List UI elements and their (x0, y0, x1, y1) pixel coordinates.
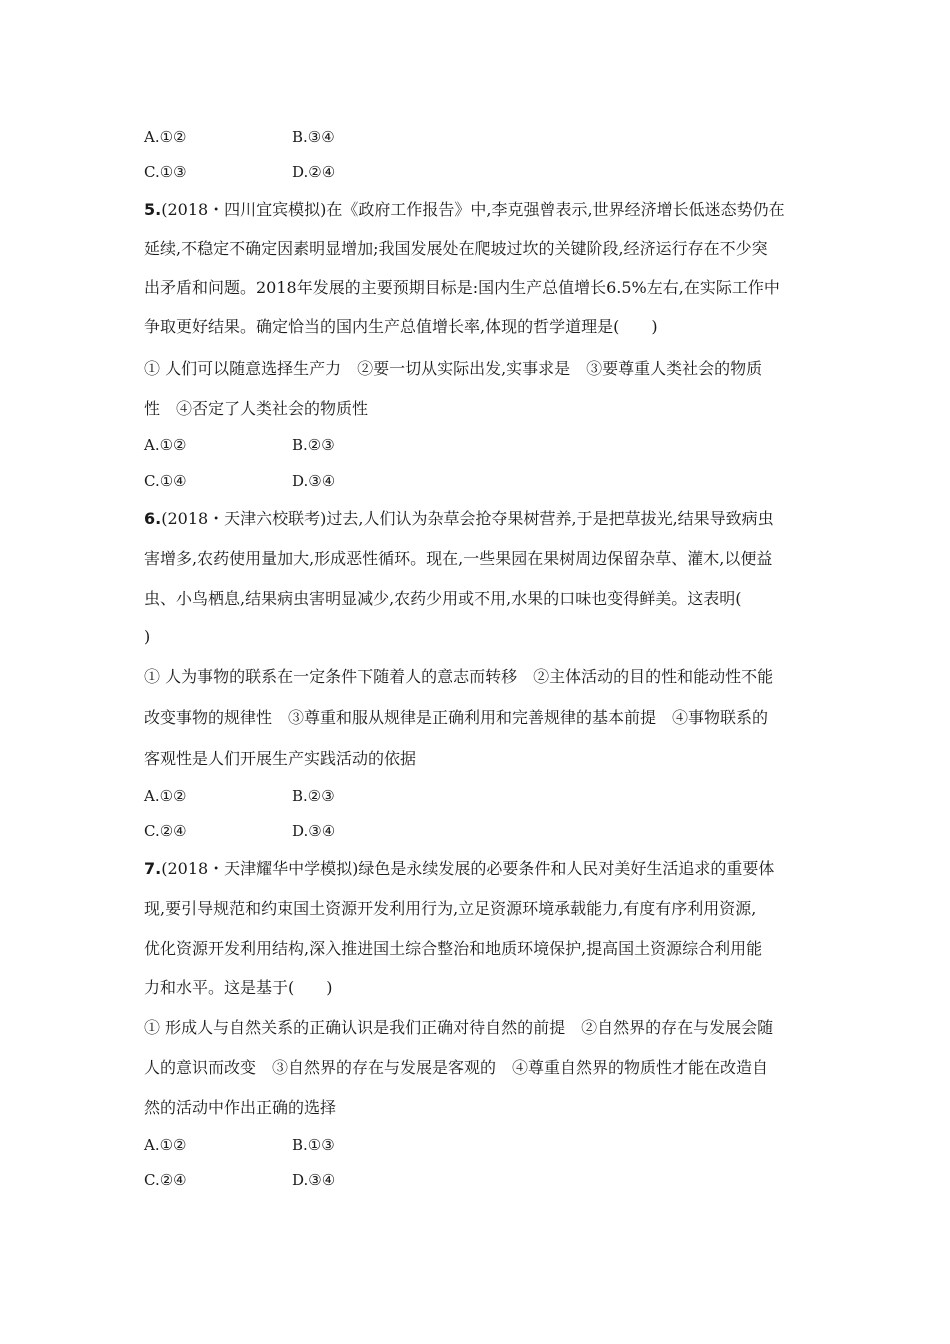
q6-line-3: 虫、小鸟栖息,结果病虫害明显减少,农药少用或不用,水果的口味也变得鲜美。这表明( (144, 589, 742, 608)
q5-line-4: 争取更好结果。确定恰当的国内生产总值增长率,体现的哲学道理是( ) (144, 317, 658, 336)
q7-option-d: D.③④ (292, 1171, 336, 1189)
q7-option-b: B.①③ (292, 1136, 335, 1154)
q4-option-b: B.③④ (292, 128, 335, 146)
q5-option-c: C.①④ (144, 472, 187, 490)
q7-line-2: 现,要引导规范和约束国土资源开发利用行为,立足资源环境承载能力,有度有序利用资源, (144, 899, 757, 918)
q7-statements-3: 然的活动中作出正确的选择 (144, 1098, 337, 1117)
q6-option-a: A.①② (144, 787, 187, 805)
q7-option-a: A.①② (144, 1136, 187, 1154)
q4-option-c: C.①③ (144, 163, 187, 181)
q6-statements-1: ① 人为事物的联系在一定条件下随着人的意志而转移 ②主体活动的目的性和能动性不能 (144, 667, 774, 686)
q7-line-1: 7.(2018・天津耀华中学模拟)绿色是永续发展的必要条件和人民对美好生活追求的重要体 (144, 859, 775, 878)
q6-line-4: ) (144, 627, 151, 646)
q6-option-b: B.②③ (292, 787, 335, 805)
q5-number: 5. (144, 200, 162, 219)
q6-statements-2: 改变事物的规律性 ③尊重和服从规律是正确利用和完善规律的基本前提 ④事物联系的 (144, 708, 769, 727)
q6-number: 6. (144, 509, 162, 528)
q6-line-1: 6.(2018・天津六校联考)过去,人们认为杂草会抢夺果树营养,于是把草拔光,结果导致病虫 (144, 509, 774, 528)
q7-line-3: 优化资源开发利用结构,深入推进国土综合整治和地质环境保护,提高国土资源综合利用能 (144, 939, 763, 958)
q6-option-d: D.③④ (292, 822, 336, 840)
q5-option-a: A.①② (144, 436, 187, 454)
q5-option-b: B.②③ (292, 436, 335, 454)
q4-option-a: A.①② (144, 128, 187, 146)
q5-line-2: 延续,不稳定不确定因素明显增加;我国发展处在爬坡过坎的关键阶段,经济运行存在不少突 (144, 239, 768, 258)
q6-line-2: 害增多,农药使用量加大,形成恶性循环。现在,一些果园在果树周边保留杂草、灌木,以便益 (144, 549, 773, 568)
q6-option-c: C.②④ (144, 822, 187, 840)
q5-line-1: 5.(2018・四川宜宾模拟)在《政府工作报告》中,李克强曾表示,世界经济增长低迷态势仍在 (144, 200, 785, 219)
q6-statements-3: 客观性是人们开展生产实践活动的依据 (144, 749, 417, 768)
q5-option-d: D.③④ (292, 472, 336, 490)
q7-option-c: C.②④ (144, 1171, 187, 1189)
q7-number: 7. (144, 859, 162, 878)
q5-statements-2: 性 ④否定了人类社会的物质性 (144, 399, 369, 418)
q5-statements-1: ① 人们可以随意选择生产力 ②要一切从实际出发,实事求是 ③要尊重人类社会的物质 (144, 359, 763, 378)
q7-statements-2: 人的意识而改变 ③自然界的存在与发展是客观的 ④尊重自然界的物质性才能在改造自 (144, 1058, 769, 1077)
q7-line-4: 力和水平。这是基于( ) (144, 978, 333, 997)
q4-option-d: D.②④ (292, 163, 336, 181)
q7-statements-1: ① 形成人与自然关系的正确认识是我们正确对待自然的前提 ②自然界的存在与发展会随 (144, 1018, 774, 1037)
q5-line-3: 出矛盾和问题。2018年发展的主要预期目标是:国内生产总值增长6.5%左右,在实际工作中 (144, 278, 780, 297)
